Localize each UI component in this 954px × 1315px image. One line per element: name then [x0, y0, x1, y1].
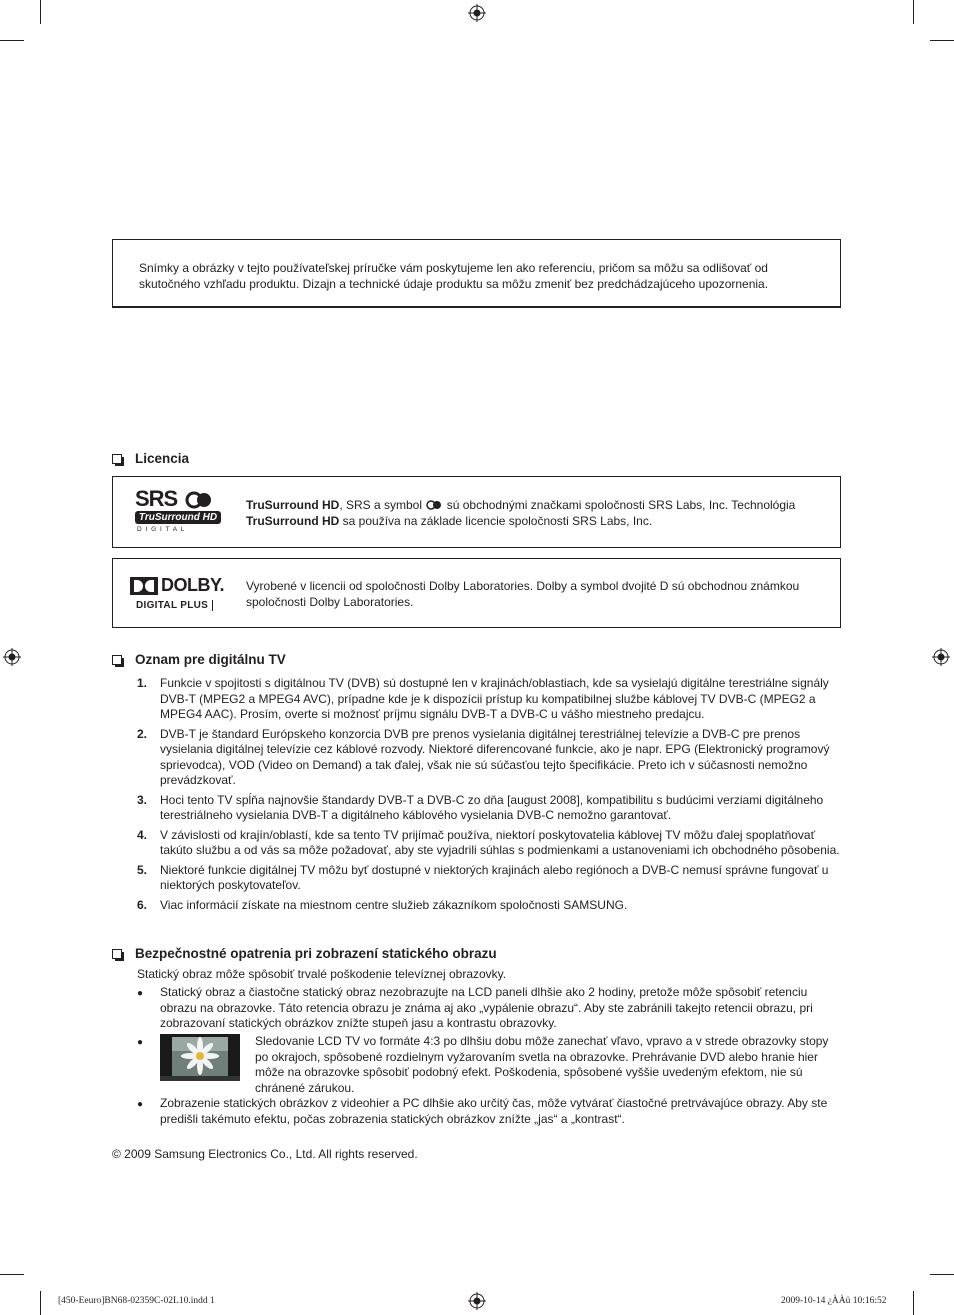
crop-mark: [40, 0, 41, 24]
registration-mark-icon: [932, 648, 950, 666]
tv-flower-image: [160, 1034, 240, 1081]
srs-symbol-icon: [185, 491, 213, 509]
registration-mark-icon: [3, 648, 21, 666]
digital-tv-list: [137, 676, 847, 917]
flower-picture: [160, 1034, 240, 1081]
srs-symbol-icon: [425, 500, 443, 510]
srs-license-box: [112, 476, 841, 548]
registration-mark-icon: [468, 4, 486, 22]
crop-mark: [930, 1274, 954, 1275]
list-item: 5. Niektoré funkcie digitálnej TV môžu byť dostupné v niektorých krajinách alebo regiónoch a DVB-C nemusí správne fungovať u niektorých poskytovateľov.: [137, 862, 829, 892]
static-image-heading: Bezpečnostné opatrenia pri zobrazení statického obrazu: [112, 946, 497, 961]
list-item: 2. DVB-T je štandard Európskeho konzorcia DVB pre prenos vysielania digitálnej terestriálnej televízie a DVB-C pre prenos vysielania digitálnej televízie cez káblové rozvody. Niektoré diferencované funkcie, ako je napr. EPG (Elektronický programový sprievodca), VOD (Video on Demand) a tak ďalej, však nie sú súčasťou tejto špecifikácie. Preto ich v súčasnosti nemožno prevádzkovať.: [137, 726, 830, 787]
crop-mark: [40, 1291, 41, 1315]
list-item: 4. V závislosti od krajín/oblastí, kde sa tento TV prijímač používa, niektorí poskytovatelia káblovej TV môžu ďalej spoplatňovať takúto službu a od vás sa môže požadovať, aby ste vyjadrili súhlas s podmienkami a ustanoveniami ich obchodného pôsobenia.: [137, 827, 840, 857]
crop-mark: [0, 40, 24, 41]
disclaimer-text: Snímky a obrázky v tejto používateľskej príručke vám poskytujeme len ako referenciu, pričom sa môžu sa odlišovať od skutočného vzhľadu produktu. Dizajn a technické údaje produktu sa môžu zmeniť bez predchádzajúceho upozornenia.: [139, 261, 769, 291]
crop-mark: [0, 1274, 24, 1275]
crop-mark: [913, 1291, 914, 1315]
crop-mark: [913, 0, 914, 24]
copyright-text: © 2009 Samsung Electronics Co., Ltd. All rights reserved.: [112, 1147, 418, 1161]
disclaimer-box: [112, 239, 841, 308]
list-item: 1. Funkcie v spojitosti s digitálnou TV (DVB) sú dostupné len v krajinách/oblastiach, kde sa vysielajú digitálne terestriálne signály DVB-T (MPEG2 a MPEG4 AVC), prípadne kde je k dispozícii prístup ku kompatibilnej službe káblovej TV DVB-C (MPEG2 a MPEG4 AAC). Prosím, overte si možnosť príjmu signálu DVB-T a DVB-C u vášho miestneho predajcu.: [137, 676, 829, 721]
srs-logo: SRS TruSurround HD D I G I T A L: [135, 489, 223, 535]
static-image-intro: Statický obraz môže spôsobiť trvalé poškodenie televíznej obrazovky.: [137, 967, 507, 981]
checkbox-bullet-icon: [112, 655, 122, 665]
list-item: ● Zobrazenie statických obrázkov z videohier a PC dlhšie ako určitý čas, môže vytvárať čiastočné pretrvávajúce obrazy. Aby ste predišli takémuto efektu, počas zobrazenia statických obrázkov znížte „jas“ a „kontrast“.: [137, 1096, 828, 1126]
crop-mark: [930, 40, 954, 41]
print-timestamp: 2009-10-14 ¿ÀÀü 10:16:52: [781, 1296, 887, 1306]
burn-in-text: Sledovanie LCD TV vo formáte 4:3 po dlhšiu dobu môže zanechať vľavo, vpravo a v strede obrazovky stopy po okrajoch, spôsobené rozdielnym vyžarovaním svetla na obrazovke. Prehrávanie DVD alebo hranie hier môže na obrazovke spôsobiť podobný efekt. Poškodenia, spôsobené vyššie uvedeným efektom, nie sú chránené zárukou.: [255, 1034, 829, 1095]
dolby-logo: DOLBY. DIGITAL PLUS: [130, 576, 230, 614]
list-item: 6. Viac informácií získate na miestnom centre služieb zákazníkom spoločnosti SAMSUNG.: [137, 897, 628, 912]
list-item: 3. Hoci tento TV spĺňa najnovšie štandardy DVB-T a DVB-C zo dňa [august 2008], kompatibilitu s budúcimi verziami digitálneho terestriálneho vysielania DVB-T a digitálneho káblového vysielania DVB-C nemožno garantovať.: [137, 792, 824, 822]
double-d-icon: [130, 577, 158, 595]
license-heading: Licencia: [112, 451, 189, 466]
dolby-license-text: Vyrobené v licencii od spoločnosti Dolby Laboratories. Dolby a symbol dvojité D sú obchodnou známkou spoločnosti Dolby Laboratories.: [246, 579, 800, 609]
print-file-name: [450-Eeuro]BN68-02359C-02L10.indd 1: [58, 1296, 215, 1306]
bullet-dot: ●: [137, 1037, 144, 1048]
digital-tv-heading: Oznam pre digitálnu TV: [112, 652, 286, 667]
srs-license-text: TruSurround HD, SRS a symbol sú obchodnými značkami spoločnosti SRS Labs, Inc. Technológia TruSurround HD sa používa na základe licencie spoločnosti SRS Labs, Inc.: [246, 498, 796, 528]
checkbox-bullet-icon: [112, 949, 122, 959]
dolby-license-box: [112, 558, 841, 628]
list-item: ● Statický obraz a čiastočne statický obraz nezobrazujte na LCD paneli dlhšie ako 2 hodiny, pretože môže spôsobiť retenciu obrazu na obrazovke. Táto retencia obrazu je známa aj ako „vypálenie obrazu“. Aby ste zabránili takejto retencii obrazu, pri zobrazovaní statických obrázkov znížte stupeň jasu a kontrastu obrazovky.: [137, 985, 813, 1030]
checkbox-bullet-icon: [112, 454, 122, 464]
registration-mark-icon: [468, 1292, 486, 1310]
